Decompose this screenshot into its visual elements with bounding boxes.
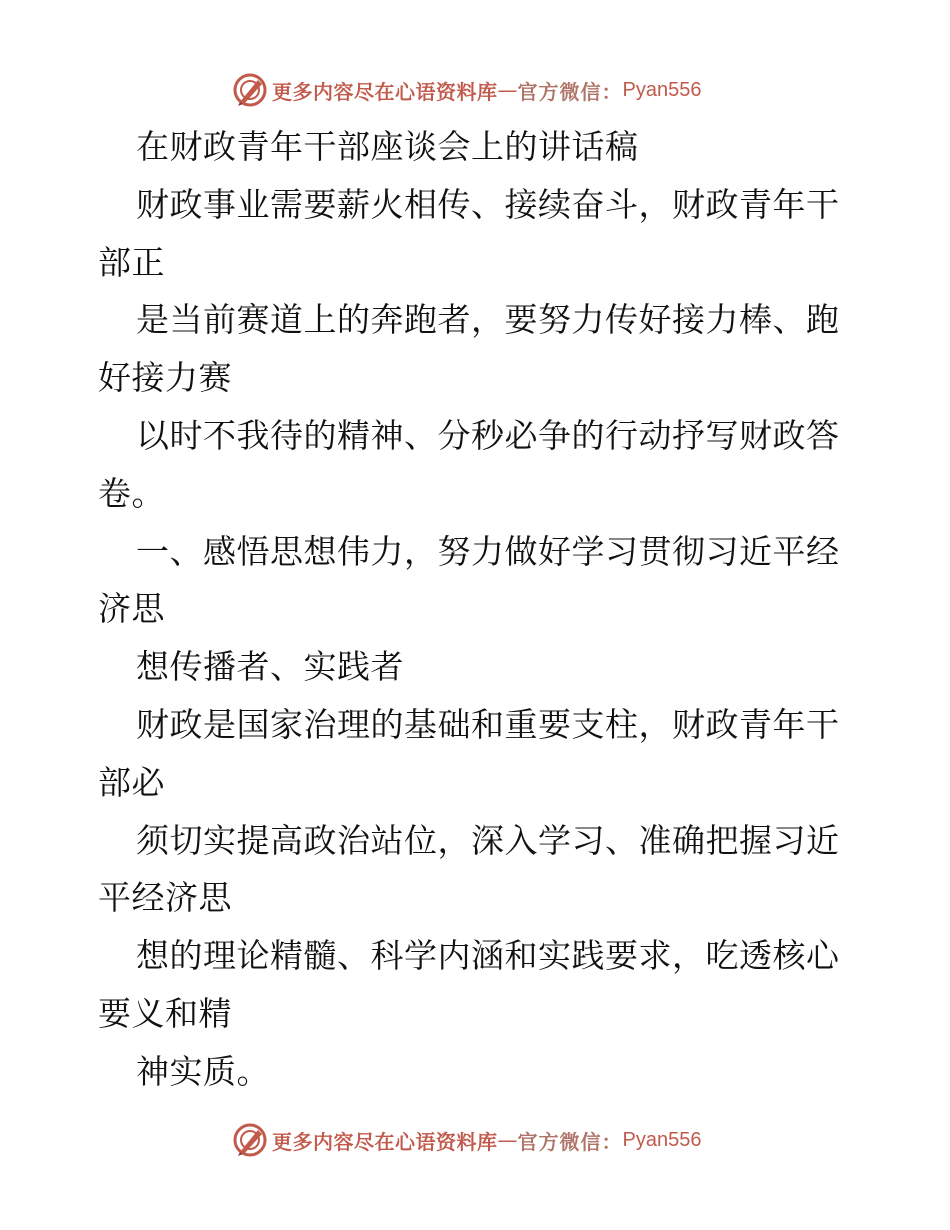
paragraph-line: 要义和精 [98, 993, 232, 1033]
paragraph-line: 财政是国家治理的基础和重要支柱，财政青年干 [136, 704, 840, 744]
banner-wechat-label: 官方微信： [517, 1129, 623, 1154]
paragraph-line: 想的理论精髓、科学内涵和实践要求，吃透核心 [136, 936, 840, 976]
paragraph-line: 平经济思 [98, 878, 232, 918]
paragraph-line: 部必 [98, 762, 165, 802]
paragraph-line: 好接力赛 [98, 358, 232, 398]
banner-wechat-id: Pyan556 [622, 78, 702, 101]
pen-logo-icon [232, 72, 268, 108]
footer-banner [232, 1120, 701, 1160]
banner-brand-text: 更多内容尽在心语资料库 [272, 1129, 498, 1154]
banner-wechat-id: Pyan556 [622, 1128, 702, 1151]
paragraph-line: 卷。 [98, 473, 165, 513]
banner-dash: — [497, 1128, 518, 1152]
document-body [98, 118, 858, 1101]
banner-brand-text: 更多内容尽在心语资料库 [272, 79, 498, 104]
banner-dash: — [497, 78, 518, 102]
document-title: 在财政青年干部座谈会上的讲话稿 [136, 127, 639, 166]
paragraph-line: 部正 [98, 242, 165, 282]
paragraph-line: 财政事业需要薪火相传、接续奋斗，财政青年干 [136, 184, 840, 224]
paragraph-line: 须切实提高政治站位，深入学习、准确把握习近 [136, 820, 840, 860]
paragraph-line: 以时不我待的精神、分秒必争的行动抒写财政答 [136, 415, 840, 455]
section-heading-line: 想传播者、实践者 [136, 647, 404, 687]
section-heading-line: 济思 [98, 589, 165, 629]
header-banner [232, 70, 701, 110]
paragraph-line: 神实质。 [136, 1051, 270, 1091]
pen-logo-icon [232, 1122, 268, 1158]
section-heading-line: 一、感悟思想伟力，努力做好学习贯彻习近平经 [136, 531, 840, 571]
paragraph-line: 是当前赛道上的奔跑者，要努力传好接力棒、跑 [136, 300, 840, 340]
banner-wechat-label: 官方微信： [517, 79, 623, 104]
